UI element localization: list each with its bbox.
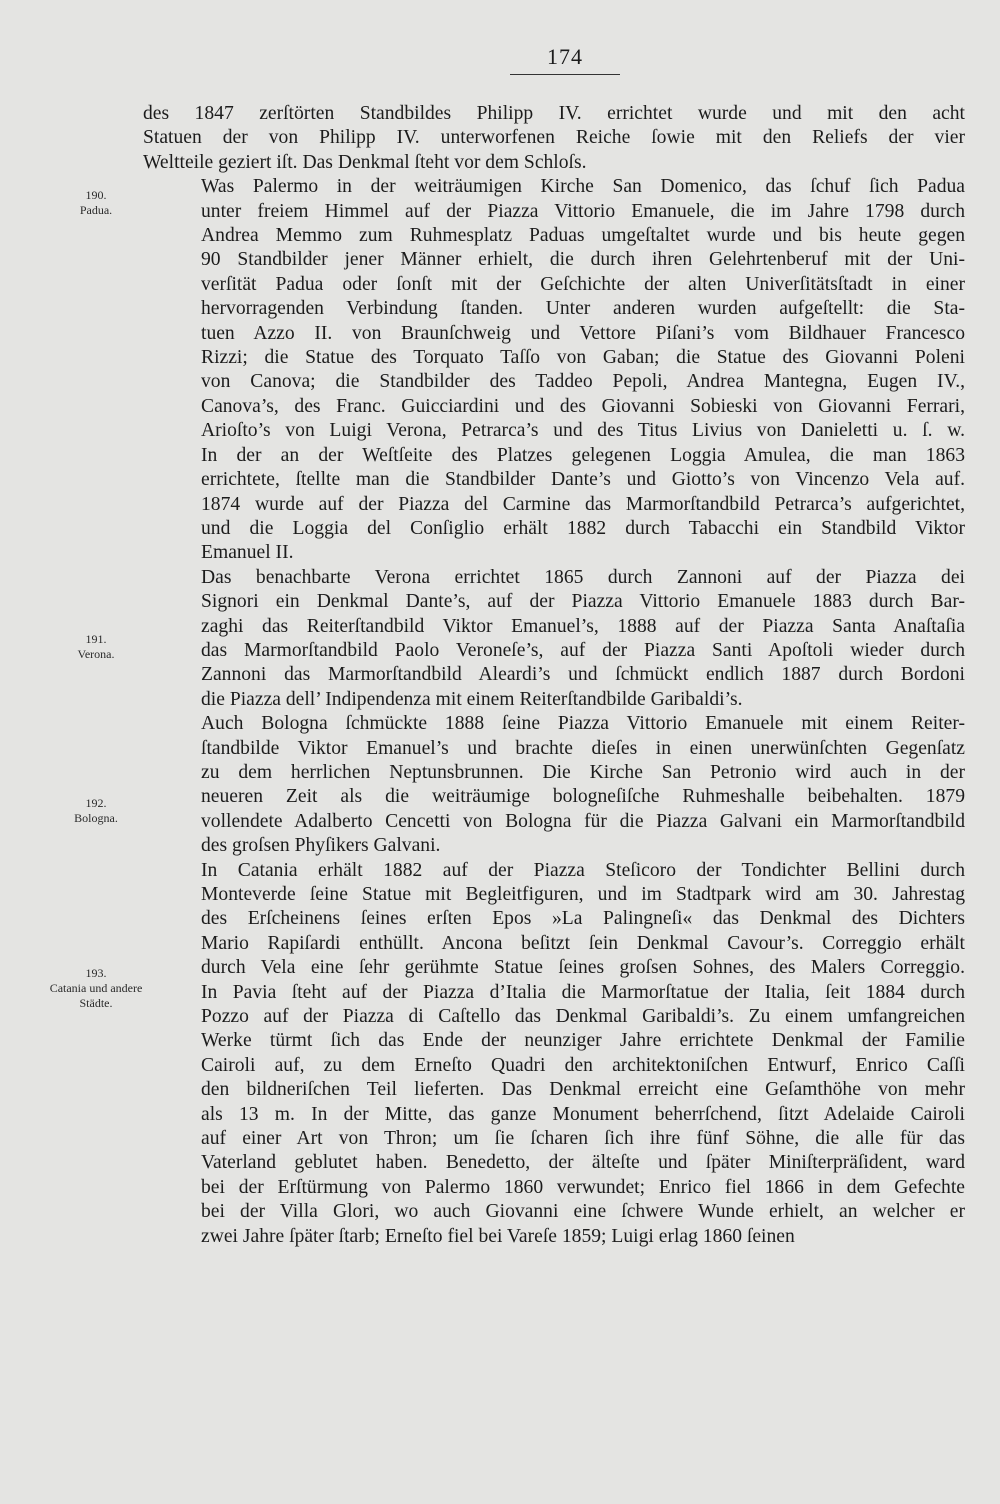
text-line: Statuen der von Philipp IV. unterworfenen Reiche ſowie mit den Reliefs der vier — [143, 127, 965, 149]
text-line: durch Vela eine ſehr gerühmte Statue ſeines groſsen Sohnes, des Malers Correggio. — [201, 957, 965, 979]
text-line: zu dem herrlichen Neptunsbrunnen. Die Kirche San Petronio wird auch in der — [201, 761, 965, 783]
text-line: Emanuel II. — [201, 542, 294, 564]
text-line: den bildneriſchen Teil lieferten. Das Denkmal erreicht eine Geſamthöhe von mehr — [201, 1079, 965, 1101]
page-number: 174 — [547, 44, 583, 69]
text-line: Mario Rapiſardi enthüllt. Ancona beſitzt ſein Denkmal Cavour’s. Correggio erhält — [201, 932, 965, 954]
text-line: Auch Bologna ſchmückte 1888 ſeine Piazza Vittorio Emanuele mit einem Reiter- — [201, 713, 965, 735]
text-line: 90 Standbilder jener Männer erhielt, die durch ihren Gelehrtenberuf mit der Uni- — [201, 249, 965, 271]
text-line: von Canova; die Standbilder des Taddeo Pepoli, Andrea Mantegna, Eugen IV., — [201, 371, 965, 393]
text-line: Weltteile geziert iſt. Das Denkmal ſteht vor dem Schloſs. — [143, 151, 587, 173]
margin-note-193 — [40, 966, 152, 1011]
text-line: die Piazza dell’ Indipendenza mit einem Reiterſtandbilde Garibaldi’s. — [201, 688, 743, 710]
margin-note-192 — [40, 796, 152, 826]
margin-note-label: Catania und andere Städte. — [49, 981, 143, 1010]
margin-note-190 — [40, 188, 152, 218]
text-line: ſtandbilde Viktor Emanuel’s und brachte dieſes in einen unerwünſchten Gegenſatz — [201, 737, 965, 759]
text-line: In Pavia ſteht auf der Piazza d’Italia die Marmorſtatue der Italia, ſeit 1884 durch — [201, 981, 965, 1003]
text-line: unter freiem Himmel auf der Piazza Vittorio Emanuele, die im Jahre 1798 durch — [201, 200, 965, 222]
text-line: des 1847 zerſtörten Standbildes Philipp IV. errichtet wurde und mit den acht — [143, 103, 965, 124]
text-line: Arioſto’s von Luigi Verona, Petrarca’s und des Titus Livius von Danieletti u. ſ. w. — [201, 420, 965, 442]
text-line: vollendete Adalberto Cencetti von Bologna für die Piazza Galvani ein Marmorſtandbild — [201, 810, 965, 832]
text-line: verſität Padua oder ſonſt mit der Geſchichte der alten Univerſitätsſtadt in einer — [201, 273, 965, 295]
paragraph-verona — [143, 566, 965, 712]
page-number-rule — [510, 74, 620, 75]
text-line: Rizzi; die Statue des Torquato Taſſo von Gaban; die Statue des Giovanni Poleni — [201, 347, 965, 369]
margin-note-label: Padua. — [79, 203, 113, 217]
text-line: des Erſcheinens ſeines erſten Epos »La Palingneſi« das Denkmal des Dichters — [201, 908, 965, 930]
text-line: 1874 wurde auf der Piazza del Carmine das Marmorſtandbild Petrarca’s aufgerichtet, — [201, 493, 965, 515]
text-line: das Marmorſtandbild Paolo Veroneſe’s, auf der Piazza Santi Apoſtoli wieder durch — [201, 639, 965, 661]
margin-note-191 — [40, 632, 152, 662]
text-line: zaghi das Reiterſtandbild Viktor Emanuel’s, 1888 auf der Piazza Santa Anaſtaſia — [201, 615, 965, 637]
text-line: Andrea Memmo zum Ruhmesplatz Paduas umgeſtaltet wurde und bis heute gegen — [201, 225, 965, 247]
text-line: In der an der Weſtſeite des Platzes gelegenen Loggia Amulea, die man 1863 — [201, 444, 965, 466]
text-line: des groſsen Phyſikers Galvani. — [201, 835, 441, 857]
text-line: Monteverde ſeine Statue mit Begleitfiguren, und im Stadtpark wird am 30. Jahrestag — [201, 884, 965, 905]
text-line: In Catania erhält 1882 auf der Piazza Steſicoro der Tondichter Bellini durch — [201, 859, 965, 881]
text-line: Cairoli auf, zu dem Erneſto Quadri den architektoniſchen Entwurf, Enrico Caſſi — [201, 1054, 965, 1076]
margin-note-number: 190. — [85, 188, 107, 202]
text-line: zwei Jahre ſpäter ſtarb; Erneſto fiel bei Vareſe 1859; Luigi erlag 1860 ſeinen — [201, 1225, 795, 1247]
paragraph-catania — [143, 859, 965, 1250]
text-line: als 13 m. In der Mitte, das ganze Monument beherrſchend, ſitzt Adelaide Cairoli — [201, 1103, 965, 1125]
text-line: Signori ein Denkmal Dante’s, auf der Piazza Vittorio Emanuele 1883 durch Bar- — [201, 591, 965, 613]
margin-note-number: 192. — [85, 796, 107, 810]
text-line: bei der Erſtürmung von Palermo 1860 verwundet; Enrico fiel 1866 in dem Gefechte — [201, 1176, 965, 1198]
paragraph-bologna — [143, 712, 965, 858]
text-line: tuen Azzo II. von Braunſchweig und Vettore Piſani’s vom Bildhauer Francesco — [201, 322, 965, 344]
body-text — [143, 102, 965, 1249]
text-line: bei der Villa Glori, wo auch Giovanni eine ſchwere Wunde erhielt, an welcher er — [201, 1201, 965, 1223]
text-line: Werke türmt ſich das Ende der neunziger Jahre errichtete Denkmal der Familie — [201, 1030, 965, 1052]
text-line: auf einer Art von Thron; um ſie ſcharen ſich ihre fünf Söhne, die alle für das — [201, 1128, 965, 1150]
margin-note-label: Verona. — [77, 647, 115, 661]
margin-note-number: 193. — [85, 966, 107, 980]
paragraph-statues-end — [143, 102, 965, 175]
margin-note-number: 191. — [85, 632, 107, 646]
text-line: Vaterland geblutet haben. Benedetto, der älteſte und ſpäter Miniſterpräſident, ward — [201, 1152, 965, 1174]
text-line: Zannoni das Marmorſtandbild Aleardi’s und ſchmückt endlich 1887 durch Bordoni — [201, 664, 965, 686]
text-line: hervorragenden Verbindung ſtanden. Unter anderen wurden aufgeſtellt: die Sta- — [201, 298, 965, 320]
paragraph-padua — [143, 175, 965, 566]
text-line: Canova’s, des Franc. Guicciardini und des Giovanni Sobieski von Giovanni Ferrari, — [201, 395, 965, 417]
margin-note-label: Bologna. — [74, 811, 118, 825]
text-line: Pozzo auf der Piazza di Caſtello das Denkmal Garibaldi’s. Zu einem umfangreichen — [201, 1006, 965, 1028]
text-line: und die Loggia del Conſiglio erhält 1882 durch Tabacchi ein Standbild Viktor — [201, 517, 965, 539]
text-line: neueren Zeit als die weiträumige bologneſiſche Ruhmeshalle beibehalten. 1879 — [201, 786, 965, 808]
text-line: Was Palermo in der weiträumigen Kirche San Domenico, das ſchuf ſich Padua — [201, 176, 965, 198]
text-line: Das benachbarte Verona errichtet 1865 durch Zannoni auf der Piazza dei — [201, 566, 965, 588]
text-line: errichtete, ſtellte man die Standbilder Dante’s und Giotto’s von Vincenzo Vela auf. — [201, 469, 965, 491]
